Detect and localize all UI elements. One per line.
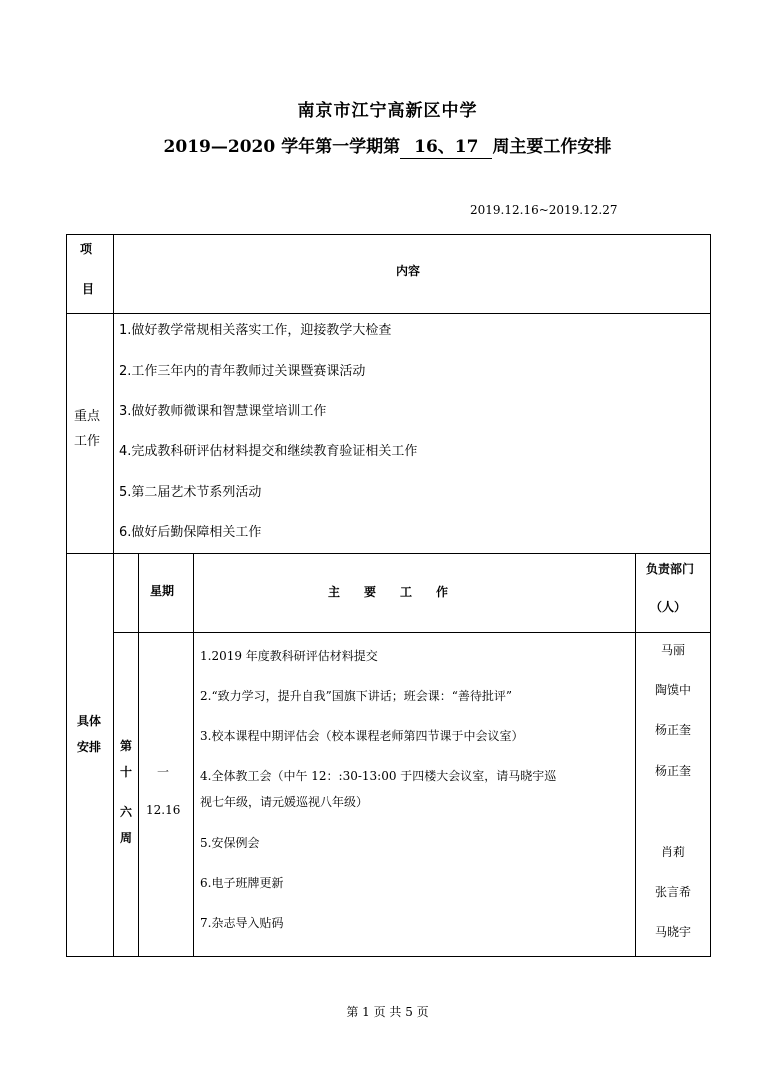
task-item: 2.“致力学习，提升自我”国旗下讲话；班会课：“善待批评” <box>200 689 512 703</box>
task-item: 4.全体教工会（中午 12：:30-13:00 于四楼大会议室，请马晓宇巡 <box>200 769 557 783</box>
schedule-title <box>0 132 775 159</box>
date-range: 2019.12.16~2019.12.27 <box>470 203 618 217</box>
week-label-char: 六 <box>120 805 133 819</box>
responsible-person: 张言希 <box>654 885 691 899</box>
title-weeks: 16、17 <box>400 136 492 159</box>
week-label-char: 周 <box>120 831 133 845</box>
day-name: 一 <box>157 765 170 779</box>
responsible-person: 杨正奎 <box>654 723 691 737</box>
focus-item: 6.做好后勤保障相关工作 <box>119 525 262 540</box>
schedule-label-line2: 安排 <box>77 740 102 754</box>
focus-item: 5.第二届艺术节系列活动 <box>119 485 262 500</box>
focus-label-line2: 工作 <box>74 434 101 449</box>
week-label-char: 第 <box>120 739 133 753</box>
responsible-person: 马丽 <box>660 643 685 657</box>
title-suffix: 周主要工作安排 <box>492 137 612 157</box>
focus-item: 3.做好教师微课和智慧课堂培训工作 <box>119 404 327 419</box>
school-title: 南京市江宁高新区中学 <box>297 101 478 121</box>
task-item: 7.杂志导入贴码 <box>200 916 284 930</box>
dept-header-line2: （人） <box>650 600 687 614</box>
responsible-person: 肖莉 <box>660 845 685 859</box>
focus-label-line1: 重点 <box>74 409 101 424</box>
week-label-char: 十 <box>120 765 133 779</box>
responsible-person: 陶馍中 <box>654 683 691 697</box>
focus-item: 2.工作三年内的青年教师过关课暨赛课活动 <box>119 364 366 379</box>
dept-header-line1: 负责部门 <box>646 562 695 576</box>
task-item: 3.校本课程中期评估会（校本课程老师第四节课于中会议室） <box>200 729 524 743</box>
task-item: 视七年级，请元媛巡视八年级） <box>200 795 369 809</box>
schedule-label-line1: 具体 <box>77 714 102 728</box>
content-header: 内容 <box>396 264 421 278</box>
focus-item: 1.做好教学常规相关落实工作，迎接教学大检查 <box>119 323 392 338</box>
weekday-header: 星期 <box>150 584 175 598</box>
focus-item: 4.完成教科研评估材料提交和继续教育验证相关工作 <box>119 444 418 459</box>
responsible-person: 马晓宇 <box>654 925 691 939</box>
task-item: 6.电子班牌更新 <box>200 876 284 890</box>
title-prefix: 2019—2020 学年第一学期第 <box>163 137 401 157</box>
task-item: 5.安保例会 <box>200 836 260 850</box>
item-header-char2: 目 <box>82 282 95 296</box>
page-number: 第 1 页 共 5 页 <box>346 1005 429 1019</box>
task-item: 1.2019 年度教科研评估材料提交 <box>200 649 378 663</box>
item-header-char1: 项 <box>80 242 93 256</box>
responsible-person: 杨正奎 <box>654 764 691 778</box>
day-date: 12.16 <box>146 803 181 817</box>
main-work-header: 主 要 工 作 <box>328 585 449 599</box>
